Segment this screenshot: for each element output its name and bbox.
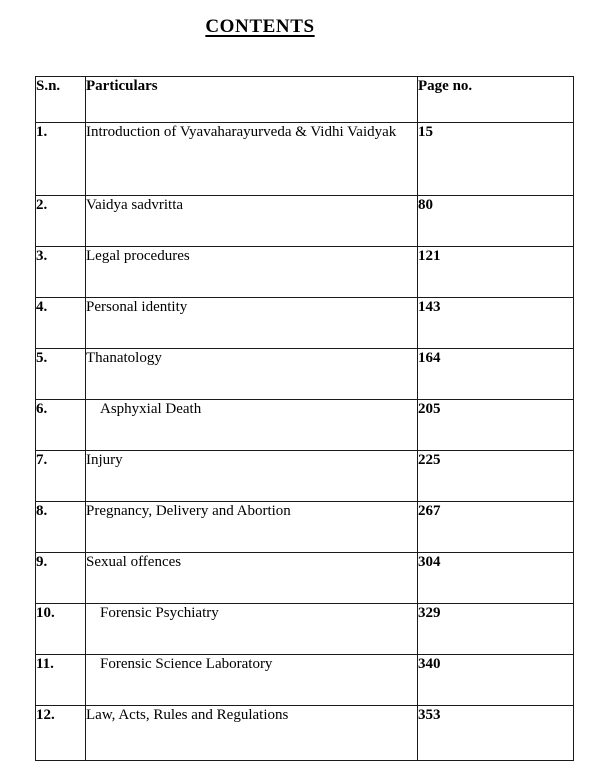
table-row (36, 400, 574, 451)
row-serial: 1. (36, 123, 86, 196)
row-particulars: Forensic Science Laboratory (86, 655, 418, 706)
row-page-number: 267 (418, 502, 574, 553)
row-serial: 7. (36, 451, 86, 502)
row-particulars: Thanatology (86, 349, 418, 400)
row-page-number: 225 (418, 451, 574, 502)
table-body (36, 123, 574, 761)
table-row (36, 706, 574, 761)
contents-table (35, 76, 574, 761)
page-title-container (0, 16, 520, 38)
table-header-row (36, 77, 574, 123)
table-row (36, 349, 574, 400)
row-particulars: Personal identity (86, 298, 418, 349)
table-row (36, 298, 574, 349)
table-row (36, 655, 574, 706)
row-page-number: 80 (418, 196, 574, 247)
table-row (36, 451, 574, 502)
table-row (36, 553, 574, 604)
row-serial: 10. (36, 604, 86, 655)
row-page-number: 143 (418, 298, 574, 349)
row-particulars: Introduction of Vyavaharayurveda & Vidhi Vaidyak (86, 123, 418, 196)
table-row (36, 502, 574, 553)
row-page-number: 329 (418, 604, 574, 655)
row-serial: 4. (36, 298, 86, 349)
row-page-number: 15 (418, 123, 574, 196)
table-row (36, 196, 574, 247)
row-serial: 9. (36, 553, 86, 604)
row-serial: 8. (36, 502, 86, 553)
page-title: CONTENTS (205, 16, 315, 37)
table-row (36, 123, 574, 196)
row-particulars: Sexual offences (86, 553, 418, 604)
row-particulars: Pregnancy, Delivery and Abortion (86, 502, 418, 553)
row-page-number: 205 (418, 400, 574, 451)
column-header-particulars: Particulars (86, 77, 418, 123)
row-particulars: Legal procedures (86, 247, 418, 298)
row-particulars: Asphyxial Death (86, 400, 418, 451)
column-header-serial: S.n. (36, 77, 86, 123)
row-serial: 11. (36, 655, 86, 706)
row-serial: 5. (36, 349, 86, 400)
row-particulars: Law, Acts, Rules and Regulations (86, 706, 418, 761)
column-header-page: Page no. (418, 77, 574, 123)
row-serial: 12. (36, 706, 86, 761)
table-row (36, 247, 574, 298)
row-serial: 2. (36, 196, 86, 247)
row-page-number: 304 (418, 553, 574, 604)
row-serial: 6. (36, 400, 86, 451)
row-page-number: 340 (418, 655, 574, 706)
row-page-number: 164 (418, 349, 574, 400)
row-particulars: Forensic Psychiatry (86, 604, 418, 655)
row-serial: 3. (36, 247, 86, 298)
row-page-number: 121 (418, 247, 574, 298)
table-row (36, 604, 574, 655)
row-particulars: Injury (86, 451, 418, 502)
row-page-number: 353 (418, 706, 574, 761)
row-particulars: Vaidya sadvritta (86, 196, 418, 247)
